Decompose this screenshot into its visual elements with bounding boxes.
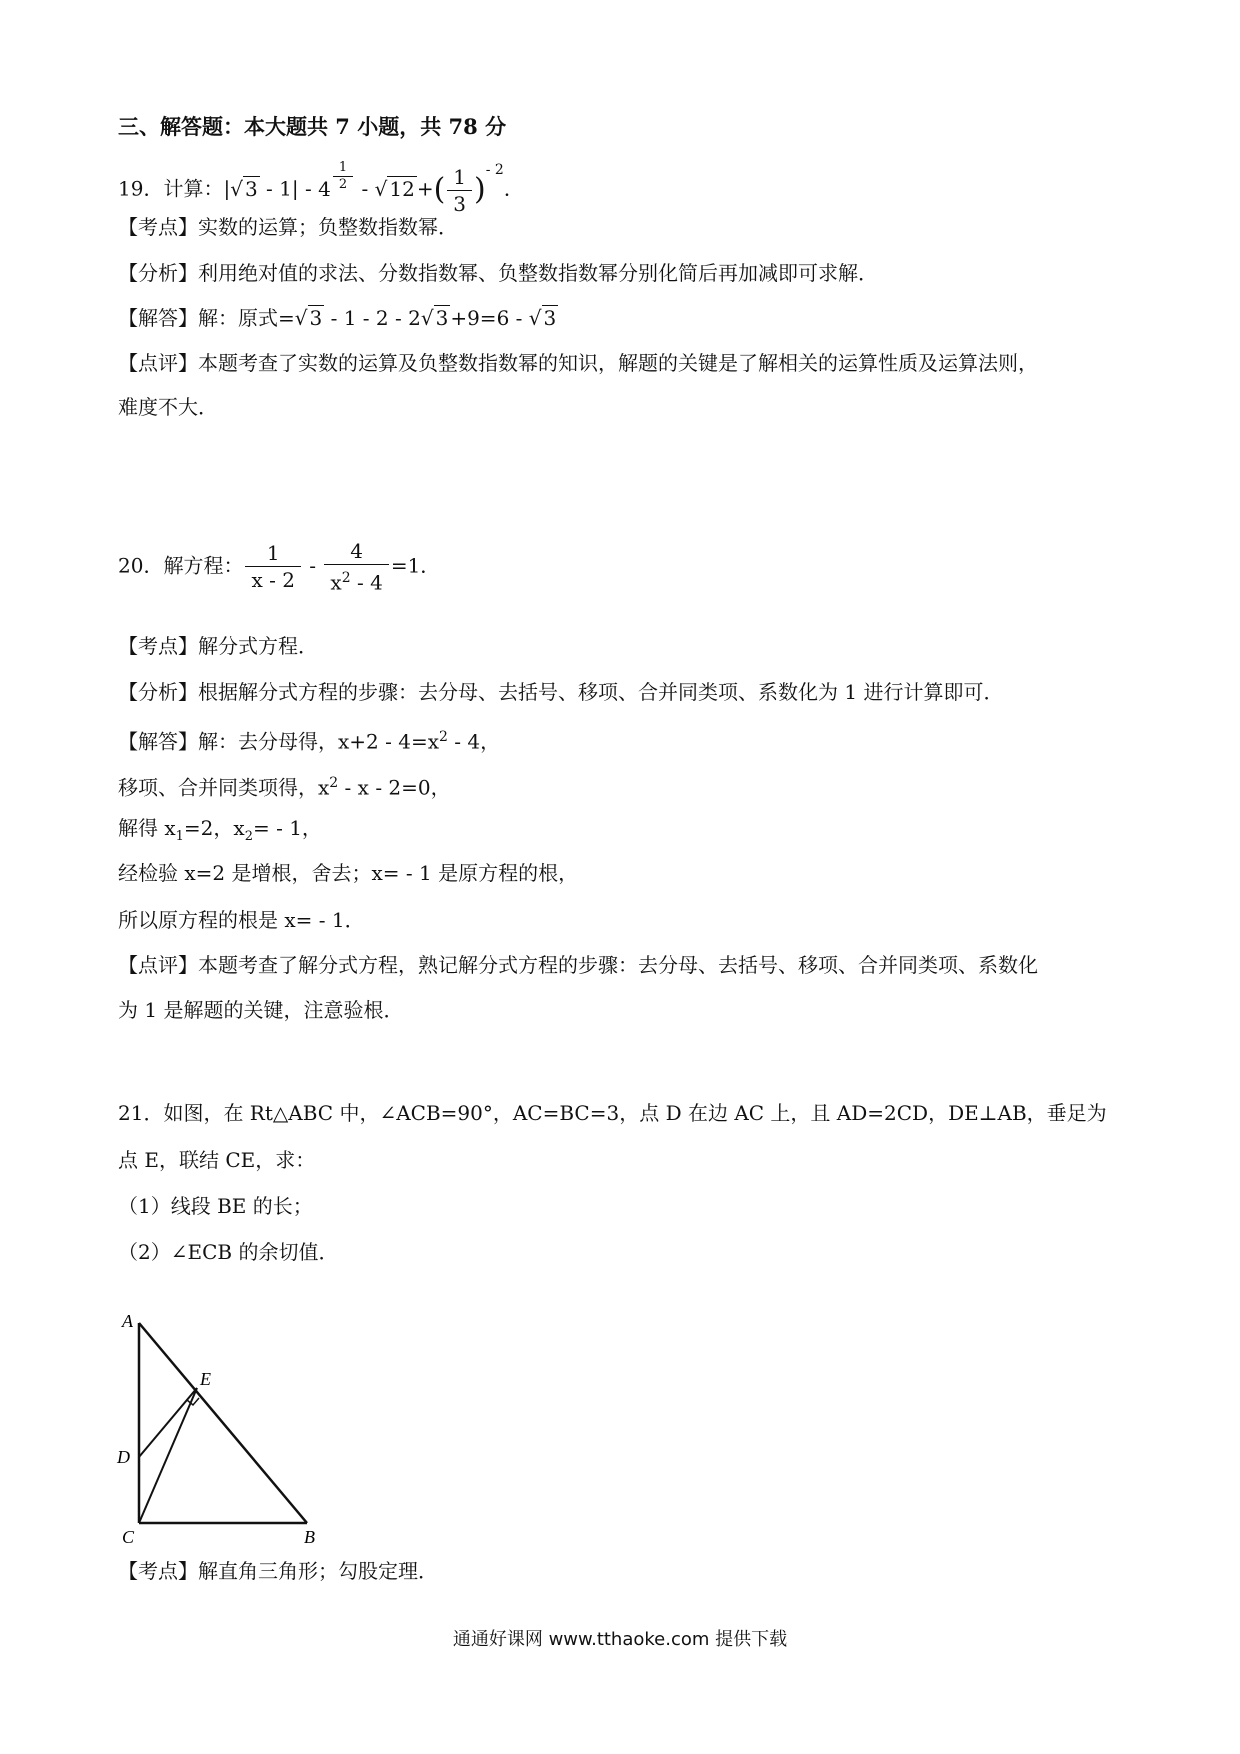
- segment-de: [139, 1388, 197, 1457]
- label-c: C: [122, 1527, 135, 1545]
- page-footer: 通通好课网 www.tthaoke.com 提供下载: [452, 1629, 788, 1650]
- q21-line1: 21．如图，在 Rt△ABC 中，∠ACB=90°，AC=BC=3，点 D 在边 AC 上，且 AD=2CD，DE⊥AB，垂足为: [118, 1101, 1107, 1125]
- q19-jieda: 【解答】解：原式=√ 3 - 1 - 2 - 2√ 3 +9=6 - √ 3: [118, 306, 557, 330]
- q19-sqrt-12: √ 12: [374, 176, 415, 201]
- q21-part1: （1）线段 BE 的长；: [118, 1194, 313, 1218]
- q19-fenxi: 【分析】利用绝对值的求法、分数指数幂、负整数指数幂分别化简后再加减即可求解．: [118, 261, 878, 285]
- q20-dianping-line1: 【点评】本题考查了解分式方程，熟记解分式方程的步骤：去分母、去括号、移项、合并同类项、系数化: [118, 953, 1038, 977]
- q21-line2: 点 E，联结 CE，求：: [118, 1148, 316, 1172]
- q19-dianping-line1: 【点评】本题考查了实数的运算及负整数指数幂的知识，解题的关键是了解相关的运算性质及运算法则，: [118, 351, 1038, 375]
- triangle-figure: [112, 1305, 332, 1545]
- q20-step3: 解得 $x_1=2$，$x_2= - 1$，: [118, 816, 322, 844]
- q19-exponent-fraction: $\frac{1}{2}$: [333, 160, 353, 193]
- q19-kaodian: 【考点】实数的运算；负整数指数幂．: [118, 215, 458, 239]
- q19-dianping-line2: 难度不大．: [118, 395, 218, 419]
- label-b: B: [304, 1527, 315, 1545]
- q19-abs-tail: - 1|: [259, 176, 299, 201]
- segment-ce: [139, 1388, 197, 1523]
- q20-equation: 20．解方程： $\frac{1}{x - 2}$ - $\frac{4}{x^2 - 4}$ =1．: [118, 539, 441, 595]
- q20-fraction-2: $\frac{4}{x^2 - 4}$: [324, 538, 388, 596]
- q20-fenxi: 【分析】根据解分式方程的步骤：去分母、去括号、移项、合并同类项、系数化为 1 进行计算即可．: [118, 680, 1004, 704]
- section-title: 三、解答题：本大题共 7 小题，共 78 分: [118, 114, 507, 139]
- label-d: D: [117, 1447, 130, 1467]
- q20-step2: 移项、合并同类项得，$x^2 - x - 2=0$，: [118, 775, 451, 800]
- q19-abs-open: |: [223, 176, 231, 201]
- label-a: A: [122, 1311, 133, 1331]
- q20-dianping-line2: 为 1 是解题的关键，注意验根．: [118, 998, 404, 1022]
- q20-fraction-1: $\frac{1}{x - 2}$: [245, 540, 300, 593]
- q19-prefix: 19．计算：: [118, 176, 224, 201]
- q21-kaodian: 【考点】解直角三角形；勾股定理．: [118, 1559, 438, 1583]
- q19-paren-fraction: $\frac{1}{3}$: [447, 164, 472, 217]
- q20-kaodian: 【考点】解分式方程．: [118, 634, 318, 658]
- q21-part2: （2）∠ECB 的余切值．: [118, 1240, 339, 1264]
- q19-expression: 19．计算：|√ 3 - 1| - 4 $\frac{1}{2}$ - √ 12 +( $\frac{1}{3}$ )$^{- 2}$．: [118, 160, 524, 216]
- q20-step5: 所以原方程的根是 x= - 1．: [118, 908, 365, 932]
- segment-ab: [139, 1323, 307, 1523]
- q20-step4: 经检验 x=2 是增根，舍去；x= - 1 是原方程的根，: [118, 861, 579, 885]
- q19-power: 4 $\frac{1}{2}$: [318, 177, 355, 201]
- q20-jieda: 【解答】解：去分母得，$x+2 - 4=x^2 - 4$，: [118, 729, 501, 754]
- label-e: E: [200, 1369, 211, 1389]
- q19-sqrt-3: √ 3: [230, 176, 258, 201]
- q19-negative-exponent: - 2: [485, 162, 504, 178]
